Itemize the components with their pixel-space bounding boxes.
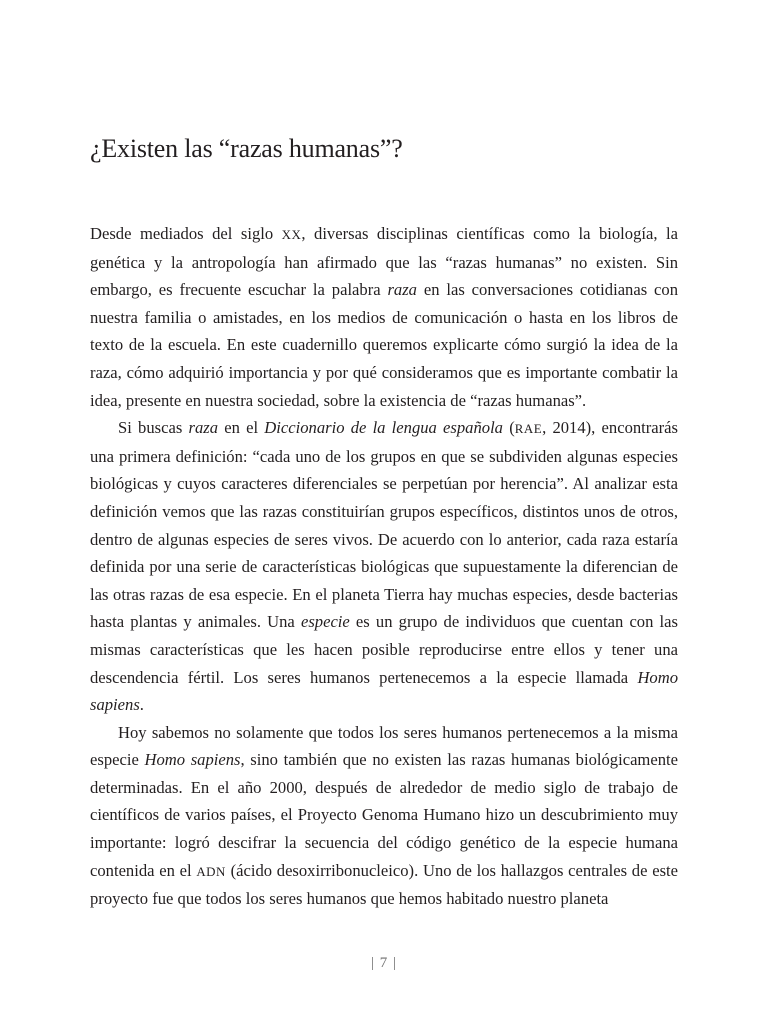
text-span: (ácido desoxirribonucleico). Uno de los hallazgos centrales de este proyecto fue que todos los seres humanos que hemos habitado nuestro planeta bbox=[90, 860, 678, 909]
text-span: es un grupo de individuos que cuentan con las mismas características que les hacen posible reproducirse entre ellos y tener una descendencia fértil. Los seres humanos pertenecemos a la especie llamada bbox=[90, 612, 678, 687]
page-title: ¿Existen las “razas humanas”? bbox=[90, 134, 403, 163]
acronym: RAE bbox=[514, 421, 543, 437]
text-span: Hoy sabemos no solamente que todos los seres humanos pertenecemos a la misma especie bbox=[90, 722, 678, 770]
paragraph-2 bbox=[90, 414, 678, 719]
text-span: Desde mediados del siglo bbox=[90, 224, 282, 243]
text-span: en el bbox=[218, 418, 265, 438]
paragraph-3 bbox=[90, 719, 678, 913]
body-text bbox=[90, 220, 678, 913]
text-span: . bbox=[139, 695, 144, 715]
italic-term: Homo sapiens bbox=[144, 750, 241, 770]
italic-term: raza bbox=[188, 418, 219, 438]
text-span: Si buscas bbox=[118, 418, 189, 438]
italic-title: Diccionario de la lengua española bbox=[264, 418, 503, 438]
paragraph-1 bbox=[90, 220, 678, 414]
roman-numeral: XX bbox=[281, 227, 302, 242]
page-number: | 7 | bbox=[370, 955, 397, 971]
text-span: , 2014), encontrarás una primera definición: “cada uno de los grupos en que se subdividen algunas especies biológicas y cuyos caracteres diferenciales se perpetúan por herencia”. Al analizar esta definición vemos que las razas constituirían grupos específicos, distintos unos de otros, dentro de algunas especies de seres vivos. De acuerdo con lo anterior, cada raza estaría definida por una serie de características biológicas que supuestamente la diferencian de las otras razas de esa especie. En el planeta Tierra hay muchas especies, desde bacterias hasta plantas y animales. Una bbox=[90, 418, 679, 632]
text-span: , sino también que no existen las razas humanas biológicamente determinadas. En el año 2000, después de alrededor de medio siglo de trabajo de científicos de varios países, el Proyecto Genoma Humano hizo un descubrimiento muy importante: logró descifrar la secuencia del código genético de la especie humana contenida en el bbox=[90, 750, 678, 880]
acronym: ADN bbox=[196, 863, 226, 879]
italic-term: especie bbox=[300, 612, 350, 632]
text-span: , diversas disciplinas científicas como la biología, la genética y la antropología han afirmado que las “razas humanas” no existen. Sin embargo, es frecuente escuchar la palabra bbox=[90, 224, 678, 300]
text-span: ( bbox=[502, 418, 515, 438]
text-span: en las conversaciones cotidianas con nuestra familia o amistades, en los medios de comunicación o hasta en los libros de texto de la escuela. En este cuadernillo queremos explicarte cómo surgió la idea de la raza, cómo adquirió importancia y por qué consideramos que es importante combatir la idea, presente en nuestra sociedad, sobre la existencia de “razas humanas”. bbox=[90, 280, 678, 410]
italic-term: raza bbox=[387, 280, 417, 300]
italic-term: Homo sapiens bbox=[90, 667, 678, 715]
